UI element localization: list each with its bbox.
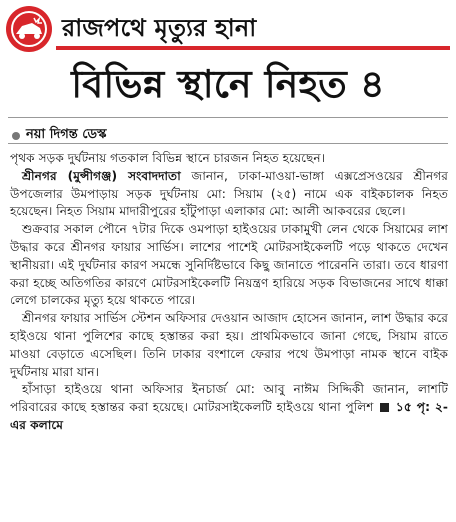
divider-byline	[8, 143, 448, 144]
paragraph-1: পৃথক সড়ক দুর্ঘটনায় গতকাল বিভিন্ন স্থানে চারজন নিহত হয়েছেন।	[10, 151, 326, 165]
continuation-link[interactable]: ১৫ পৃ: ২-এর কলামে	[10, 400, 448, 432]
article-body	[10, 150, 448, 435]
continuation-square-icon	[380, 403, 389, 412]
paragraph-2-text: জানান, ঢাকা-মাওয়া-ভাঙ্গা এক্সপ্রেসওয়ের শ্রীনগর উপজেলার উমপাড়ায় সড়ক দুর্ঘটনায় মো: সিয়াম (২৫) নামে এক বাইকচালক নিহত হয়েছেন। নিহত সিয়াম মাদারীপুরের হাঁটুপাড়া এলাকার মো: আলী আকবরের ছেলে।	[10, 168, 448, 219]
logo	[6, 6, 52, 52]
kicker-underline	[56, 46, 450, 50]
crashed-car-icon	[10, 10, 48, 48]
paragraph-4: শ্রীনগর ফায়ার সার্ভিস স্টেশন অফিসার দেওয়ান আজাদ হোসেন জানান, লাশ উদ্ধার করে হাইওয়ে থানা পুলিশের কাছে হস্তান্তর করা হয়। প্রাথমিকভাবে জানা গেছে, সিয়াম রাতে মাওয়া বেড়াতে এসেছিল। তিনি ঢাকার বংশালে ফেরার পথে উমপাড়া নামক স্থানে বাইক দুর্ঘটনায় মারা যান।	[10, 311, 448, 379]
paragraph-5	[10, 381, 448, 434]
bullet-icon	[12, 132, 20, 140]
paragraph-2	[10, 168, 448, 221]
paragraph-5-text: হাঁসাড়া হাইওয়ে থানা অফিসার ইনচার্জ মো: আবু নাঈম সিদ্দিকী জানান, লাশটি পরিবারের কাছে হস্তান্তর করা হয়েছে। মোটরসাইকেলটি হাইওয়ে থানা পুলিশ	[10, 382, 448, 415]
dateline: শ্রীনগর (মুন্সীগঞ্জ) সংবাদদাতা	[22, 168, 181, 183]
headline: বিভিন্ন স্থানে নিহত ৪	[71, 62, 385, 106]
byline-text: নয়া দিগন্ত ডেস্ক	[26, 127, 107, 142]
divider-top	[8, 117, 448, 118]
paragraph-3: শুক্রবার সকাল পৌনে ৭টার দিকে ওমপাড়া হাইওয়ের ঢাকামুখী লেন থেকে সিয়ামের লাশ উদ্ধার করে শ্রীনগর ফায়ার সার্ভিস। লাশের পাশেই মোটরসাইকেলটি পড়ে থাকতে দেখেন স্থানীয়রা। এই দুর্ঘটনার কারণ সমন্ধে সুনির্দিষ্টভাবে কিছু জানাতে পারেননি তারা। তবে ধারণা করা হচ্ছে অতিগতির কারণে মোটরসাইকেলটি নিয়ন্ত্রণ হারিয়ে সড়ক বিভাজনের সাথে ধাক্কা লেগে চালকের মৃত্যু হয়ে থাকতে পারে।	[10, 222, 448, 308]
section-kicker: রাজপথে মৃত্যুর হানা	[62, 14, 257, 42]
